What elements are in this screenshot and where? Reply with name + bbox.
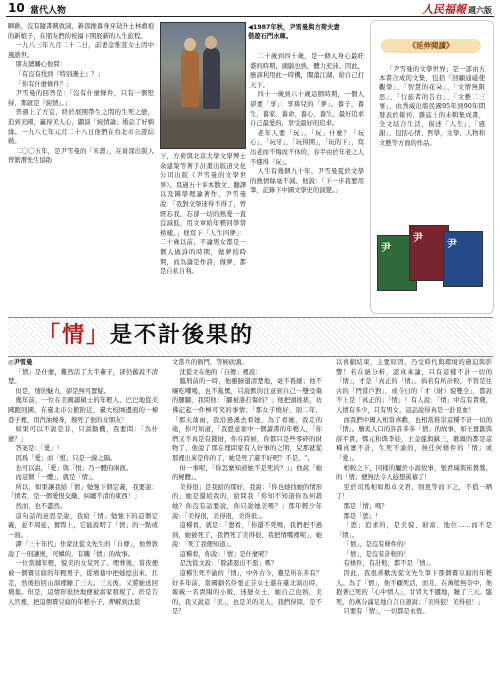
book-cover: 尹 xyxy=(409,225,449,281)
paragraph: 但是，情的魅力，卻是無可置疑。 xyxy=(15,387,110,395)
photo-caption: ◀1987年秋，尹雪曼與方荷夫妻偕遊石門水庫。 xyxy=(248,24,340,40)
top-column-2 xyxy=(160,152,246,277)
paragraph: 這句話的意思是說，我給「情」勉強下的這個定義，並不周延，實際上，它能說明了「情」的一點或一面。 xyxy=(8,512,158,539)
article-column-1 xyxy=(8,358,158,607)
paragraph: 尹雪曼的回答是：「沒有什麼條件，只有一個堅持，那就是『純情』。」 xyxy=(8,90,154,107)
paragraph: 但一事呢，「你怎麼知道她不是死的？』」他說「她的屍體」。 xyxy=(172,464,322,482)
header-rule xyxy=(6,16,494,17)
title-keyword: 情 xyxy=(62,322,87,348)
extended-reading-box xyxy=(370,20,494,314)
paragraph: 「情」，是沒有條件的！ xyxy=(343,541,410,549)
edition-label: 週六版 xyxy=(468,6,492,15)
newspaper-name: 人民福報 xyxy=(422,3,466,16)
paragraph: 譚「三十年代」作家沈從文先生的「自傳」，他曾敘說了一則讓奧，可憐的，有關「情」的故事。 xyxy=(8,541,158,558)
paragraph: 只要有「情」，一切都是永恆。 xyxy=(343,608,429,616)
article-column-2 xyxy=(172,358,322,617)
paragraph: 是沈從文說：「除諾惡出不惡」嗎？ xyxy=(179,560,278,568)
book-cover: 尹 xyxy=(377,235,417,291)
paragraph: 因爲「愛」而「恨」只是一線之隔。 xyxy=(15,454,117,462)
paragraph: 有條件，有計較，都不是「情」。 xyxy=(343,560,435,568)
paragraph: 「有沒有找到『特別護士』？」 xyxy=(15,70,104,78)
top-column-3 xyxy=(250,52,364,196)
paragraph: 沈從文在他的「自傳」裡說： xyxy=(179,368,262,376)
book-cover: 尹 xyxy=(443,231,483,287)
newspaper-logo xyxy=(422,1,492,17)
paragraph: 答案是：「愛」！ xyxy=(15,445,63,453)
paragraph: 「情」，是沒有計較的！ xyxy=(343,550,410,558)
article-title: 「情」是不計後果的 xyxy=(38,322,255,348)
paragraph: 二十歲到四十歲，是一個人身心最旺盛的時期，頭腦也熟，體力充沛。因此，應該利用此一時機，闖蕩江湖，給自己打天下。 xyxy=(250,53,364,89)
paragraph: 「慾」追求的，是美貌、財富、地位……而不是「情」。 xyxy=(336,522,492,539)
paragraph: 如果可以不說是非，只談動機，我要問：「為什麼？」 xyxy=(8,426,158,443)
title-rest: 是不計後果的 xyxy=(110,322,255,348)
paragraph: 「情」是什麼，難然活了大半輩子，卻仍舊說不清楚。 xyxy=(8,368,158,386)
paragraph: 二〇〇五年，是尹雪曼的「米壽」，在資深出版人曾繁潛先生協助 xyxy=(8,147,154,165)
extended-reading-title: 《延伸閱讀》 xyxy=(381,39,481,53)
paragraph: 老年人要「玩」，「玩」什麼？「玩心」，「玩牙」，「玩得開」，「玩的下」，寫出老而不悔而不休的，春半由於年老之人不懂得「玩」。 xyxy=(250,129,364,166)
paragraph: 而我們中國人相當喜歡，也相當推崇這種不計一切的「情」。膾炙人口的許許多多「情」的故事，如王寶釧與薛平貴，鄭元和與李娃，王金龍與蘇三，歌頌的都是這種真實不計，生死不渝的，無任何條件的「情」或「愛」。 xyxy=(336,416,492,462)
paragraph: 美得很」是我給的那好，我說：「你也她找她的情形的」她是還給我的，給問我「你知不知道你為何殺她？你沒有話要說，你只說她美嗎？」那年輕少年說：「美得很，美得很，美得很」。 xyxy=(172,483,322,520)
paragraph: 相較之下，同樣的屬於小說故事，張君瑞與崔鶯鶯，的「情」便無法令人遐想羨慕了！ xyxy=(336,464,492,482)
paragraph: 文當兵的衙門，等候砍頭。 xyxy=(172,359,248,366)
paragraph: 一九八三年九月二十二日，前妻金惟萱女士因中風逝世。 xyxy=(8,42,154,59)
page-number: 10 xyxy=(8,1,25,15)
paragraph: 以喜劇結束，主要原因，乃受時代與環境的過迫與影響！若在絕分析，認真來論，只有這樣不計一切的「情」，才是「真正的「情」。倘若有所計較，不管是往古的「門當戶對」，或今日的「才（財）貌雙全」，都說不上是「真正的」「情」！有人說：「情」中沒有貴賤，人情有多少，只有男女，這話說得真是一針見血！ xyxy=(336,359,492,414)
paragraph: 然而，也不盡然。 xyxy=(15,502,66,510)
paragraph: 這種看，就是：「想看，「你還不死嗎，我們把不過到，她被死了，我們死了美得很，我把情哪裡呢」，她說：「死了我便知道」。 xyxy=(172,522,322,549)
section-title: 當代人物 xyxy=(30,6,67,16)
paragraph: 因此，我很喜歡沈從文先生筆下那個賣豆腐的年輕人。為了「情」，他不顧死活，而且，在萬般無奈中，他抱著已死的「心中情人」，甘冒大不韙地，睡了三天。臨死，仍萬分滿足地自言自語說：「美得很！美得很！」 xyxy=(336,570,492,606)
paragraph: 普遇上了方宜，終於展開帶生之間的生死之戀，追到美國，贏得美人心，闢演「純情論」婚話了好姻緣。一九八七年元月二十八日他們在台北市公證結婚。 xyxy=(8,109,154,146)
paragraph: 「你有什麼條件？」 xyxy=(15,80,73,88)
paragraph: 至於司馬相如與卓文君，則更等而下之，不值一晒了！ xyxy=(336,483,492,501)
author-byline: ◎尹雪曼 xyxy=(8,359,33,366)
paragraph: 瞬齡，沒有隨書興致詞，新郎挽養身穿劫升士林旗袍的新娘子，在朋友們的祝福下開展新的人生旅程。 xyxy=(8,23,154,40)
paragraph: 也可以說，「愛」與「恨」乃一體的兩面。 xyxy=(15,464,133,472)
paragraph: 人生有幾個九十年，尹雪曼夏於文學的熱情絲毫不減。他說：「下一步我要用筆，記錄下中國文學史的演變。」 xyxy=(250,168,364,195)
paragraph: 這種生死不渝的「情」，中外古今，難是所在多有？好多年前，當國劇名伶張正芬女士還在臺北演出時，報載一名貴陽的小販，迷戀女士，她自己也熟，美的，我又說這「美」，也是美的美人，我們得問，是不是？ xyxy=(172,570,322,616)
paragraph: 一位當鋪年輕，貌美的女兒死了。埋葬後，當夜便被一個賣豆腐的年輕男子，從墳墓中把她挖出來，扛走，然後抬回山洞裡睡了三天。三天後，又將她送回墳墓。但是，這情形很快地便被富家發現了。於是告人官裡，把這個賣豆腐的年輕小子，押解到沈從 xyxy=(8,560,158,606)
paragraph: 那是「慾」！ xyxy=(343,512,382,520)
paragraph: 朋友總關心他問： xyxy=(15,61,66,69)
paragraph: 而這個「一體」，就是「情」。 xyxy=(15,474,98,482)
paragraph: 所以，如果讓我給「情」勉強下個定義，我要說：「情者，是一個愛恨交織、糾纏不清的東西！」 xyxy=(8,483,158,501)
paragraph: 四十一歲到六十歲這個時期，一個人卻要「享」：享孫兒的「夢」。養子，養生，養家、養命、養心，養生，最好追求自己最愛的，享受最好的追求。 xyxy=(250,91,364,128)
top-column-1 xyxy=(8,22,154,166)
article-column-3 xyxy=(336,358,492,617)
paragraph: 那是「情」嗎？ xyxy=(343,502,388,510)
book-covers xyxy=(377,221,487,307)
couple-photo xyxy=(160,22,246,149)
extended-reading-text: 「尹雪曼的文學世界」是一部由五本書合成的文集，包括「回顧通磁使觀學」、「智慧的花朵」、「文情無限思」、「行旅者的告白」、「文藝二三事」，由秀威出版民國95年到90年間發表於報刊、雜誌上的未輯集成書，全文結合生活，描述「人生」、「感謝」、包括心情、哲學，文學、人物和文藝等方面的作品。 xyxy=(379,66,485,147)
paragraph: 下，方荷與北京大學文學博士余建榮等著手計畫出版道文化公司出版《尹雪曼的文學世界》。寫過五十多本散文、翻譯以及國學理論著作，尹雪曼說：「我對文學迷得不得了，曾經忘我，忘卻一切的熱愛一直沒減低，用文章給年輕同學當榜樣。」他寫下「人生四夢」：二十歲以前，不論男女都是一個人做詩的時期，做夢的時期，而為論是作詩，做夢，都是自私自利。 xyxy=(160,153,246,276)
paragraph: 幾年前，一位在美國讀碩士的年輕人，巴巴地從美國跑回國，在臺北市公館附近，臺大校園邊面的一棟巷子裡，用汽油燒身，燒死了他的女朋友！ xyxy=(8,397,158,424)
paragraph: 這種看，你說：「情」是什麼呢？ xyxy=(179,550,271,558)
paragraph: 臨刑前的一時，他雖臉還清楚地，毫不畏縮；他不嚷吃嘲喝，也不亂罵，只說默的注意到自己一雙受傷的腿腳，我問他：「腳被誰打傷的？」他把頭搖搖，彷彿記起一件極可笑的事情；「那女子燒好，別二年，「那天落雨，我沿過溪去看她，為了看她，我走的遠，你可知道，「我愿意家中一個讀書的年輕人，「你們又不真是有錢財，你在時候，你都只是些零碎的財物了，他說了那在理問家有人好事的之明，兒那就從那裡出來是你的了，她是死了還不好吧？不是。'', xyxy=(172,378,322,462)
